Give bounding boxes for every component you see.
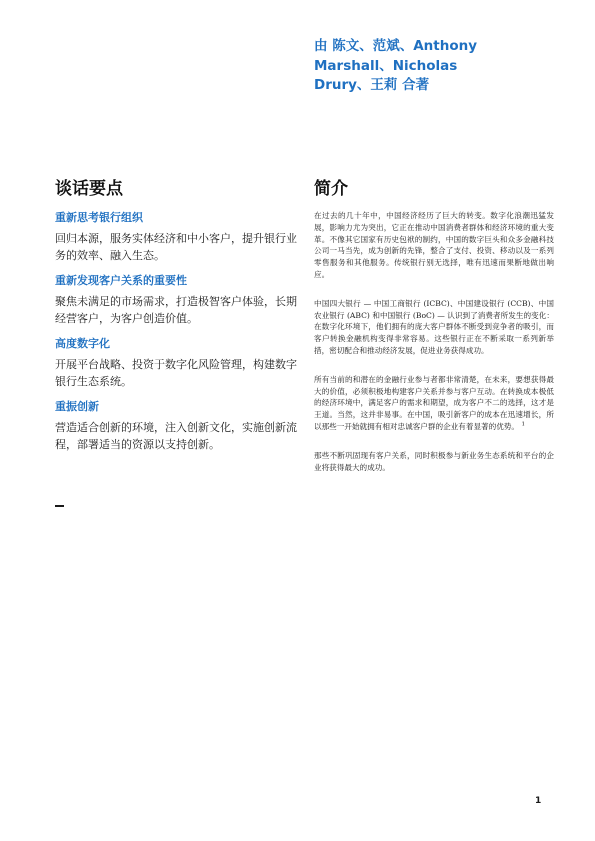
key-point-heading: 重新发现客户关系的重要性 <box>55 274 187 287</box>
key-point-item <box>55 273 300 327</box>
key-point-heading: 高度数字化 <box>55 337 110 350</box>
key-points-title: 谈话要点 <box>55 179 123 199</box>
intro-paragraph-text: 所有当前的和潜在的金融行业参与者都非常清楚，在未来，要想获得最大的价值，必须积极地构建客户关系并参与客户互动。在转换成本极低的经济环境中，满足客户的需求和期望，成为客户不二的选择，这才是王道。当然，这并非易事。在中国，吸引新客户的成本在迅速增长，所以那些一开始就拥有相对忠诚客户群的企业有着显著的优势。 <box>314 374 554 431</box>
key-point-body: 营造适合创新的环境，注入创新文化，实施创新流程，部署适当的资源以支持创新。 <box>55 421 297 451</box>
introduction-column <box>314 178 554 490</box>
key-points-column <box>55 178 300 462</box>
introduction-title: 简介 <box>314 179 348 199</box>
key-point-heading: 重新思考银行组织 <box>55 211 143 224</box>
key-point-item <box>55 399 300 453</box>
section-end-dash <box>55 505 64 507</box>
intro-paragraph <box>314 374 554 433</box>
author-byline: 由 陈文、范斌、Anthony Marshall、Nicholas Drury、王莉 合著 <box>314 38 478 93</box>
intro-paragraph: 那些不断巩固现有客户关系，同时积极参与新业务生态系统和平台的企业将获得最大的成功。 <box>314 450 554 472</box>
key-point-body: 聚焦未满足的市场需求，打造极智客户体验，长期经营客户，为客户创造价值。 <box>55 295 297 325</box>
key-point-item <box>55 210 300 264</box>
intro-paragraph: 中国四大银行 — 中国工商银行 (ICBC)、中国建设银行 (CCB)、中国农业银行 (ABC) 和中国银行 (BoC) — 认识到了消费者所发生的变化：在数字化环境下，他们拥有的庞大客户群体不断受到竞争者的吸引，而客户转换金融机构变得非常容易。这些银行正在不断采取一系列新举措，密切配合和推动经济发展，促进业务获得成功。 <box>314 298 554 355</box>
intro-paragraph: 在过去的几十年中，中国经济经历了巨大的转变。数字化浪潮迅猛发展，影响力尤为突出，它正在推动中国消费者群体和经济环境的重大变革。不像其它国家有历史包袱的制约，中国的数字巨头和众多金融科技公司一马当先，成为创新的先锋，整合了支付、投资、移动以及一系列零售服务和其他服务。传统银行别无选择，唯有迅速而果断地做出响应。 <box>314 211 554 279</box>
key-point-body: 开展平台战略、投资于数字化风险管理，构建数字银行生态系统。 <box>55 358 297 388</box>
key-point-body: 回归本源，服务实体经济和中小客户，提升银行业务的效率、融入生态。 <box>55 232 297 262</box>
footnote-marker[interactable]: 1 <box>521 421 525 428</box>
key-point-heading: 重振创新 <box>55 400 99 413</box>
key-point-item <box>55 336 300 390</box>
page-number: 1 <box>535 796 542 806</box>
